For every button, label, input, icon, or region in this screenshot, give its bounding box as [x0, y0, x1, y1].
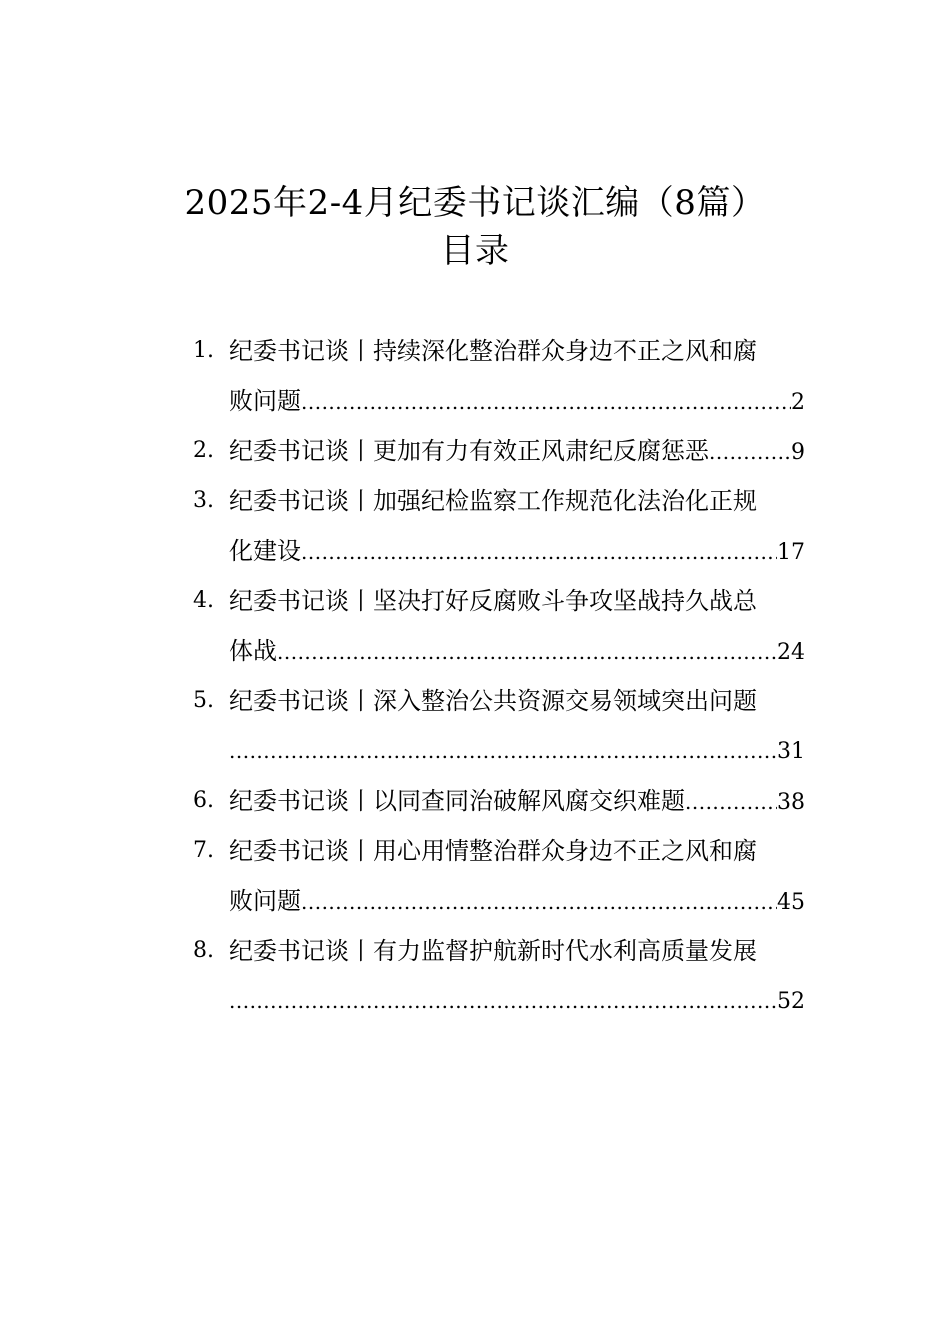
toc-page-number: 38	[777, 790, 805, 815]
toc-entry-number: 7.	[193, 838, 214, 863]
toc-entry-title: 纪委书记谈丨坚决打好反腐败斗争攻坚战持久战总	[229, 587, 757, 615]
toc-entry[interactable]	[0, 426, 950, 476]
toc-entry[interactable]	[0, 676, 950, 776]
toc-page-number: 24	[777, 640, 805, 665]
toc-entry-title: 纪委书记谈丨更加有力有效正风肃纪反腐惩恶	[229, 437, 709, 465]
toc-entry-title: 纪委书记谈丨以同查同治破解风腐交织难题	[229, 787, 685, 815]
table-of-contents	[0, 326, 950, 1026]
toc-entry-title: 纪委书记谈丨有力监督护航新时代水利高质量发展	[229, 937, 757, 965]
toc-entry-title: 纪委书记谈丨加强纪检监察工作规范化法治化正规	[229, 487, 757, 515]
document-title: 2025年2-4月纪委书记谈汇编（8篇）	[184, 183, 766, 223]
toc-entry-title-cont: 败问题	[229, 387, 301, 415]
toc-entry-title: 纪委书记谈丨持续深化整治群众身边不正之风和腐	[229, 337, 757, 365]
toc-entry[interactable]	[0, 826, 950, 926]
toc-leader-dots	[277, 627, 777, 677]
toc-entry-number: 4.	[193, 588, 214, 613]
toc-leader-dots	[709, 427, 791, 477]
toc-entry-number: 5.	[193, 688, 214, 713]
toc-entry-number: 1.	[193, 338, 214, 363]
toc-entry-number: 3.	[193, 488, 214, 513]
toc-page-number: 9	[791, 440, 805, 465]
toc-page-number: 2	[791, 390, 805, 415]
toc-leader-dots	[685, 777, 777, 827]
toc-entry[interactable]	[0, 926, 950, 1026]
toc-entry-title-cont: 体战	[229, 637, 277, 665]
toc-page-number: 52	[777, 989, 805, 1014]
toc-entry-title: 纪委书记谈丨深入整治公共资源交易领域突出问题	[229, 687, 757, 715]
toc-leader-dots	[229, 976, 777, 1026]
toc-leader-dots	[301, 377, 791, 427]
toc-page-number: 31	[777, 739, 805, 764]
toc-entry-number: 8.	[193, 938, 214, 963]
toc-entry-number: 6.	[193, 788, 214, 813]
toc-page-number: 45	[777, 890, 805, 915]
toc-entry-number: 2.	[193, 438, 214, 463]
toc-leader-dots	[301, 877, 777, 927]
toc-entry[interactable]	[0, 576, 950, 676]
toc-leader-dots	[301, 527, 777, 577]
toc-entry[interactable]	[0, 326, 950, 426]
toc-leader-dots	[229, 726, 777, 776]
toc-entry-title-cont: 败问题	[229, 887, 301, 915]
toc-entry[interactable]	[0, 476, 950, 576]
toc-entry-title: 纪委书记谈丨用心用情整治群众身边不正之风和腐	[229, 837, 757, 865]
toc-entry[interactable]	[0, 776, 950, 826]
toc-page-number: 17	[777, 540, 805, 565]
toc-entry-title-cont: 化建设	[229, 537, 301, 565]
toc-heading: 目录	[440, 231, 510, 271]
